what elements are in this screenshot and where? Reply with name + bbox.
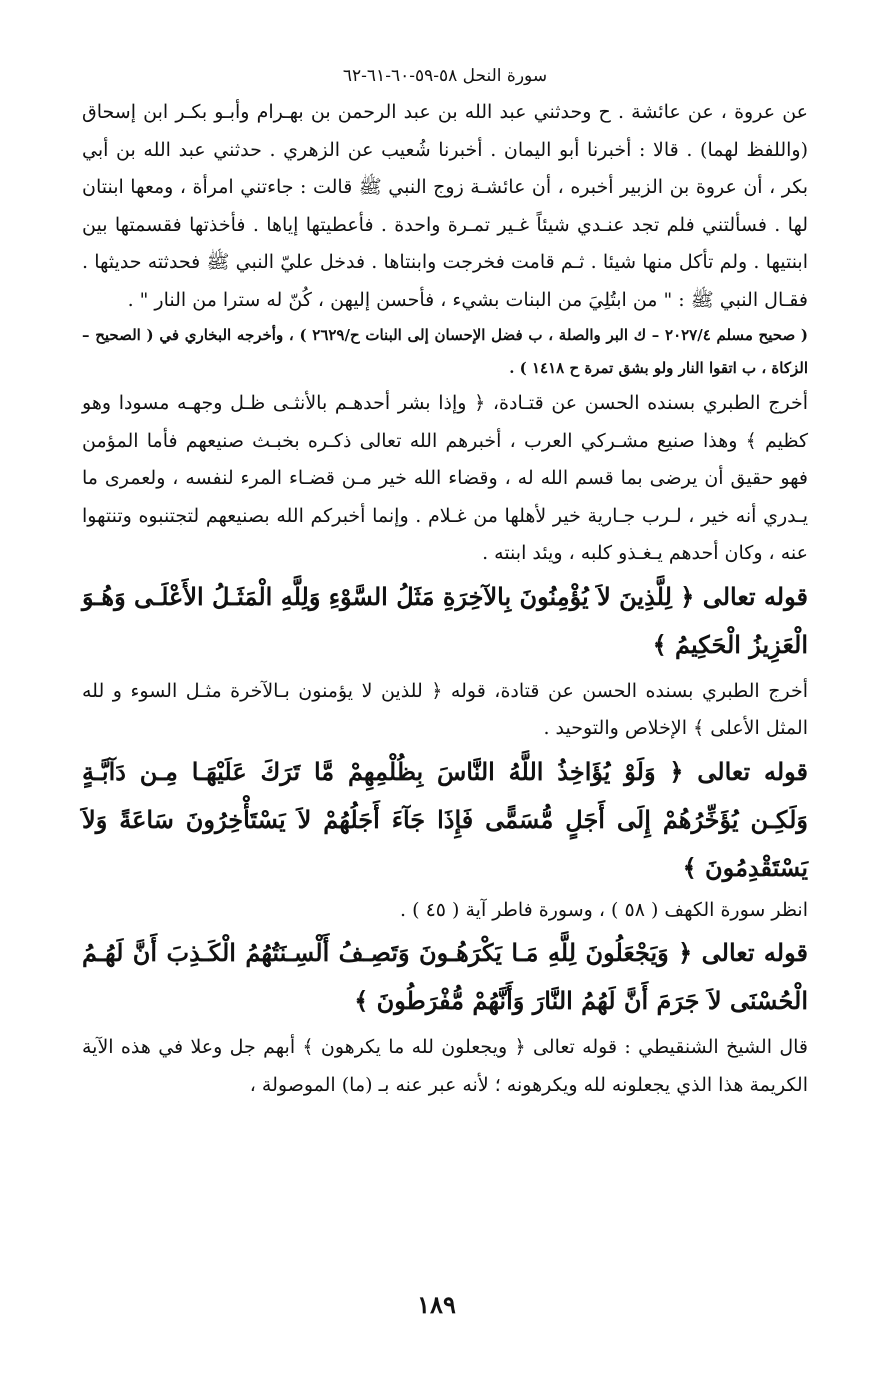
verse-62-heading: قوله تعالى ﴿ وَيَجْعَلُونَ لِلَّهِ مَـا يَكْرَهُـونَ وَتَصِـفُ أَلْسِـنَتُهُمُ الْكَـذِبَ أَنَّ لَهُـمُ الْحُسْنَى لاَ جَرَمَ أَنَّ لَهُمُ النَّارَ وَأَنَّهُمْ مُّفْرَطُونَ ﴾ xyxy=(82,938,808,1015)
page-number: ١٨٩ xyxy=(417,1290,456,1319)
shanqiti-paragraph: قال الشيخ الشنقيطي : قوله تعالى ﴿ ويجعلون لله ما يكرهون ﴾ أبهم جل وعلا في هذه الآية الكريمة هذا الذي يجعلونه لله ويكرهونه ؛ لأنه عبر عنه بـ (ما) الموصولة ، xyxy=(82,1036,808,1096)
verse-60-heading: قوله تعالى ﴿ لِلَّذِينَ لاَ يُؤْمِنُونَ بِالآخِرَةِ مَثَلُ السَّوْءِ وَلِلَّهِ الْمَثَـلُ الأَعْلَـى وَهُـوَ الْعَزِيزُ الْحَكِيمُ ﴾ xyxy=(82,581,808,659)
book-page xyxy=(82,64,808,1104)
cross-reference: انظر سورة الكهف ( ٥٨ ) ، وسورة فاطر آية ( ٤٥ ) . xyxy=(400,898,808,921)
tabari-paragraph-2: أخرج الطبري بسنده الحسن عن قتادة، قوله ﴿ للذين لا يؤمنون بـالآخرة مثـل السوء و لله المثل الأعلى ﴾ الإخلاص والتوحيد . xyxy=(82,679,808,739)
running-header: سورة النحل ٥٨-٥٩-٦٠-٦١-٦٢ xyxy=(342,66,548,86)
verse-61-heading: قوله تعالى ﴿ وَلَوْ يُؤَاخِذُ اللَّهُ النَّاسَ بِظُلْمِهِمْ مَّا تَرَكَ عَلَيْهَـا مِـن دَآبَّـةٍ وَلَكِـن يُؤَخِّرُهُمْ إِلَى أَجَلٍ مُّسَمًّى فَإِذَا جَآءَ أَجَلُهُمْ لاَ يَسْتَأْخِرُونَ سَاعَةً وَلاَ يَسْتَقْدِمُونَ ﴾ xyxy=(82,756,809,882)
hadith-paragraph: عن عروة ، عن عائشة . ح وحدثني عبد الله بن عبد الرحمن بن بهـرام وأبـو بكـر ابن إسحاق (واللفظ لهما) . قالا : أخبرنا أبو اليمان . أخبرنا شُعيب عن الزهري . حدثني عبد الله بن أبي بكر ، أن عروة بن الزبير أخبره ، أن عائشـة زوج النبي ﷺ قالت : جاءتني امرأة ، ومعها ابنتان لها . فسألتني فلم تجد عنـدي شيئاً غـير تمـرة واحدة . فأعطيتها إياها . فأخذتها فقسمتها بين ابنتيها . ولم تأكل منها شيئا . ثـم قامت فخرجت وابنتاها . فدخل عليّ النبي ﷺ فحدثته حديثها . فقـال النبي ﷺ : " من ابتُلِيَ من البنات بشيء ، فأحسن إليهن ، كُنّ له سترا من النار " . xyxy=(82,101,808,311)
hadith-citation: ( صحيح مسلم ٢٠٢٧/٤ – ك البر والصلة ، ب فضل الإحسان إلى البنات ح/٢٦٢٩ ) ، وأخرجه البخاري في ( الصحيح – الزكاة ، ب اتقوا النار ولو بشق تمرة ح ١٤١٨ ) . xyxy=(82,326,808,377)
tabari-paragraph-1: أخرج الطبري بسنده الحسن عن قتـادة، ﴿ وإذا بشر أحدهـم بالأنثـى ظـل وجهـه مسودا وهو كظيم ﴾ وهذا صنيع مشـركي العرب ، أخبرهم الله تعالى ذكـره بخبـث صنيعهم فأما المؤمن فهو حقيق أن يرضى بما قسم الله له ، وقضاء الله خير مـن قضـاء المرء لنفسه ، ولعمرى ما يـدري أنه خير ، لـرب جـارية خير لأهلها من غـلام . وإنما أخبركم الله بصنيعهم لتجتنبوه وتنتهوا عنه ، وكان أحدهم يـغـذو كلبه ، ويئد ابنته . xyxy=(82,392,808,564)
